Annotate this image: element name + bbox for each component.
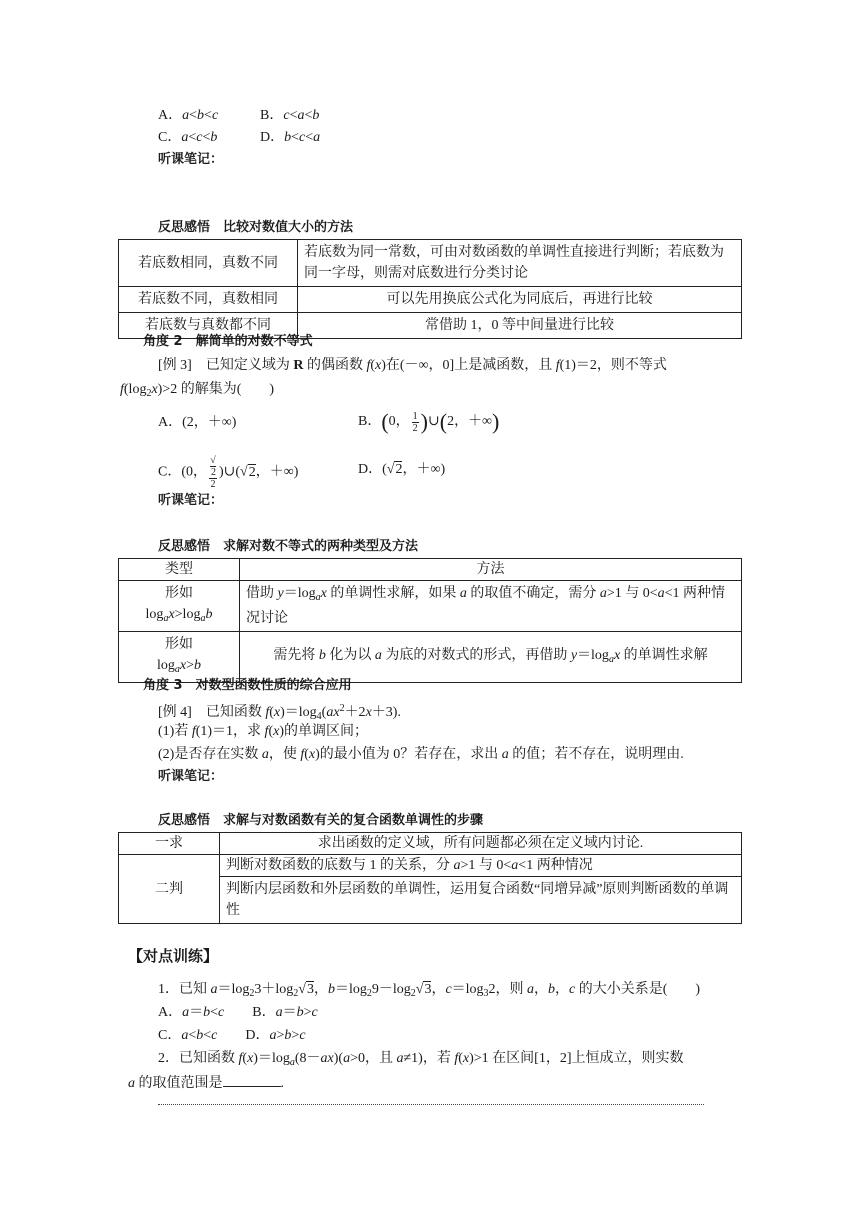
table-header: 类型 bbox=[119, 559, 240, 581]
answer-blank[interactable] bbox=[223, 1072, 281, 1087]
table-row bbox=[119, 581, 742, 632]
ex3-option-a: A．(2，＋∞) bbox=[158, 415, 237, 430]
table-header: 方法 bbox=[240, 559, 742, 581]
reflect1-title: 反思感悟 比较对数值大小的方法 bbox=[158, 220, 354, 235]
reflect1-table bbox=[118, 239, 742, 339]
table-cell: 求出函数的定义域，所有问题都必须在定义域内讨论. bbox=[220, 833, 742, 855]
option-b: B．c<a<b bbox=[260, 108, 320, 123]
option-c: C．a<c<b bbox=[158, 130, 218, 145]
training-q1: 1．已知 $a=\log_23+\log_2√3$，$b=\log_29-\log_2√3$，$c=\log_32$，则 a，b，c 的大小关系是( ) bbox=[158, 982, 701, 999]
table-row bbox=[119, 240, 742, 287]
example4-part2: (2)是否存在实数 a，使 f(x)的最小值为 0？若存在，求出 a 的值；若不存在，说明理由. bbox=[158, 747, 684, 762]
example3-line1: [例 3] 已知定义域为 R 的偶函数 f(x)在(－∞，0]上是减函数，且 f(1)＝2，则不等式 bbox=[158, 358, 667, 373]
angle2-title: 角度 2 解简单的对数不等式 bbox=[143, 334, 313, 349]
table-cell: 可以先用换底公式化为同底后，再进行比较 bbox=[298, 287, 742, 313]
notes-label: 听课笔记： bbox=[158, 769, 224, 784]
ex3-option-d: D．(√2，＋∞) bbox=[358, 462, 446, 477]
table-cell: 判断内层函数和外层函数的单调性，运用复合函数“同增异减”原则判断函数的单调性 bbox=[220, 877, 742, 924]
notes-label: 听课笔记： bbox=[158, 493, 224, 508]
table-cell: 若底数不同，真数相同 bbox=[119, 287, 298, 313]
training-q2-line1: 2．已知函数 $f(x)=\log_a(8-ax)(a>0$，且 a≠1)，若 f(x)>1 在区间[1，2]上恒成立，则实数 bbox=[158, 1051, 684, 1068]
table-cell: 一求 bbox=[119, 833, 220, 855]
table-row bbox=[119, 833, 742, 855]
reflect2-title: 反思感悟 求解对数不等式的两种类型及方法 bbox=[158, 539, 419, 554]
training-q1-options-ab: A．a＝b<c B．a＝b>c bbox=[158, 1005, 318, 1020]
reflect2-table bbox=[118, 558, 742, 683]
training-q2-line2: a 的取值范围是 . bbox=[128, 1072, 284, 1094]
training-header: 【对点训练】 bbox=[128, 947, 219, 965]
notes-label: 听课笔记： bbox=[158, 152, 224, 167]
ex3-option-b: B．(0， $\frac{1}{2}$ )∪(2，＋∞) bbox=[358, 409, 500, 434]
table-row bbox=[119, 559, 742, 581]
table-cell: 若底数为同一常数，可由对数函数的单调性直接进行判断；若底数为同一字母，则需对底数进行分类讨论 bbox=[298, 240, 742, 287]
table-cell: 形如 $\log_ax>b$ bbox=[119, 632, 240, 683]
divider bbox=[158, 1104, 704, 1105]
table-cell: 形如 $\log_ax>\log_ab$ bbox=[119, 581, 240, 632]
table-cell: 若底数相同，真数不同 bbox=[119, 240, 298, 287]
example4-part1: (1)若 f(1)＝1，求 f(x)的单调区间； bbox=[158, 724, 368, 739]
example4-line1: [例 4] 已知函数 $f(x)=\log_4(ax^2+2x+3)$. bbox=[158, 703, 401, 722]
table-cell: 需先将 b 化为以 a 为底的对数式的形式，再借助 $y=\log_ax$ 的单调性求解 bbox=[240, 632, 742, 683]
table-cell: 二判 bbox=[119, 855, 220, 924]
table-row bbox=[119, 287, 742, 313]
table-cell: 判断对数函数的底数与 1 的关系，分 a>1 与 0<a<1 两种情况 bbox=[220, 855, 742, 877]
table-cell: 借助 $y=\log_ax$ 的单调性求解，如果 a 的取值不确定，需分 a>1 与 0<a<1 两种情况讨论 bbox=[240, 581, 742, 632]
table-row bbox=[119, 632, 742, 683]
option-a: A．a<b<c bbox=[158, 108, 219, 123]
angle3-title: 角度 3 对数型函数性质的综合应用 bbox=[143, 678, 352, 693]
example3-line2: $f(\log_2x)>2$ 的解集为( ) bbox=[120, 382, 275, 399]
reflect3-title: 反思感悟 求解与对数函数有关的复合函数单调性的步骤 bbox=[158, 813, 484, 828]
table-row bbox=[119, 855, 742, 877]
reflect3-table bbox=[118, 832, 742, 924]
training-q1-options-cd: C．a<b<c D．a>b>c bbox=[158, 1028, 306, 1043]
table-cell: 常借助 1，0 等中间量进行比较 bbox=[298, 313, 742, 339]
table-cell: 若底数与真数都不同 bbox=[119, 313, 298, 339]
ex3-option-c: C．(0， √ 2 2 )∪(√2，＋∞) bbox=[158, 455, 299, 490]
option-d: D．b<c<a bbox=[260, 130, 321, 145]
